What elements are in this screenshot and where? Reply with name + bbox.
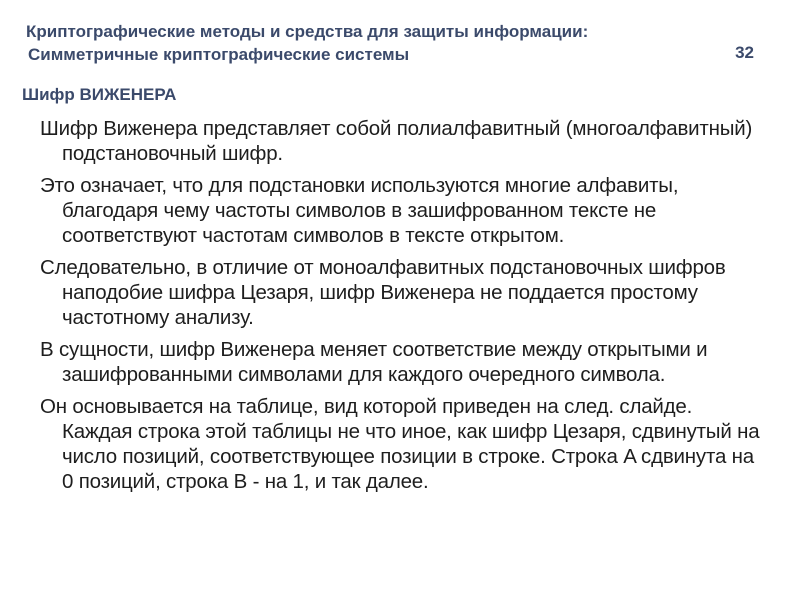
paragraph: Это означает, что для подстановки используются многие алфавиты, благодаря чему частоты символов в зашифрованном тексте не соответствуют частотам символов в тексте открытом. bbox=[40, 174, 679, 247]
paragraph: В сущности, шифр Виженера меняет соответствие между открытыми и зашифрованными символами для каждого очередного символа. bbox=[40, 338, 708, 386]
paragraph: Он основывается на таблице, вид которой приведен на след. слайде. Каждая строка этой таблицы не что иное, как шифр Цезаря, сдвинутый на число позиций, соответствующее позиции в строке. Строка A сдвинута на 0 позиций, строка B - на 1, и так далее. bbox=[40, 395, 760, 493]
slide-body bbox=[40, 116, 760, 501]
header-title-line2: Симметричные криптографические системы bbox=[28, 45, 410, 64]
slide-header bbox=[26, 20, 756, 66]
section-title: Шифр ВИЖЕНЕРА bbox=[22, 85, 177, 104]
header-title-line1: Криптографические методы и средства для защиты информации: bbox=[26, 22, 589, 41]
paragraph: Следовательно, в отличие от моноалфавитных подстановочных шифров наподобие шифра Цезаря, шифр Виженера не поддается простому частотному анализу. bbox=[40, 256, 726, 329]
page-number: 32 bbox=[735, 43, 754, 62]
paragraph: Шифр Виженера представляет собой полиалфавитный (многоалфавитный) подстановочный шифр. bbox=[40, 117, 753, 165]
